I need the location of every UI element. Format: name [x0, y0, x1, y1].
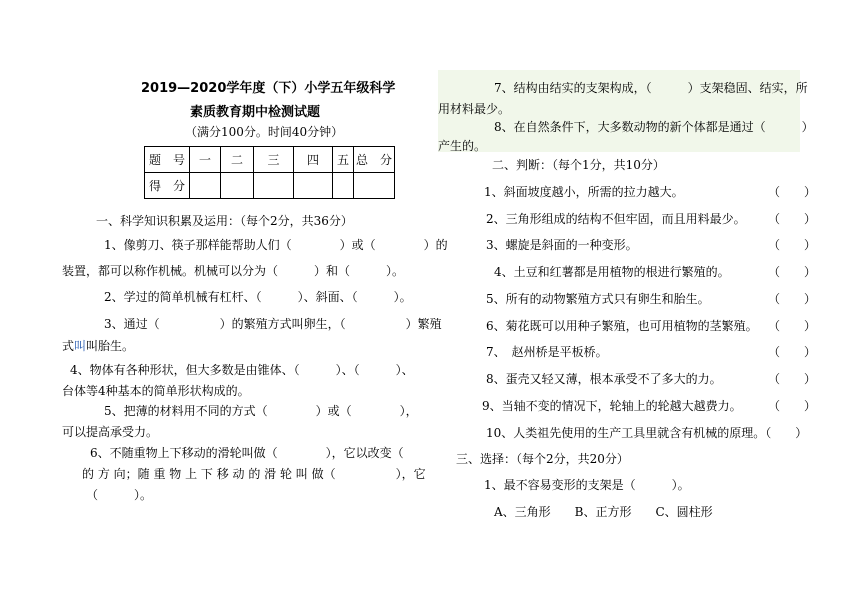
question-3b-part1: 式 — [62, 339, 75, 353]
judge-item: 5、所有的动物繁殖方式只有卵生和胎生。 — [486, 292, 710, 306]
question-6c: （ ）。 — [86, 488, 153, 502]
score-cell: 总 分 — [354, 147, 395, 173]
judge-item: 8、蛋壳又轻又薄，根本承受不了多大的力。 — [486, 372, 722, 386]
question-1b: 装置，都可以称作机械。机械可以分为（ ）和（ ）。 — [62, 264, 405, 278]
answer-parens: （ ） — [768, 265, 817, 279]
score-cell: 五 — [333, 147, 354, 173]
score-cell: 三 — [254, 147, 294, 173]
answer-parens: （ ） — [768, 372, 817, 386]
question-3b-part3: 叫胎生。 — [86, 339, 135, 353]
judge-item: 2、三角形组成的结构不但牢固，而且用料最少。 — [486, 212, 746, 226]
answer-parens: （ ） — [768, 212, 817, 226]
score-table-header-row — [145, 147, 395, 173]
question-1a: 1、像剪刀、筷子那样能帮助人们（ ）或（ ）的 — [104, 238, 448, 252]
question-8a: 8、在自然条件下，大多数动物的新个体都是通过（ ） — [494, 120, 814, 134]
score-cell: 一 — [190, 147, 221, 173]
question-5b: 可以提高承受力。 — [62, 425, 159, 439]
score-cell — [294, 173, 333, 199]
choice-options: A、三角形 B、正方形 C、圆柱形 — [494, 505, 713, 519]
section1-heading: 一、科学知识积累及运用：（每个2分，共36分） — [96, 214, 353, 228]
score-cell — [221, 173, 254, 199]
question-4a: 4、物体有各种形状，但大多数是由锥体、（ ）、（ ）、 — [70, 363, 414, 377]
section2-heading: 二、判断：（每个1分，共10分） — [492, 158, 665, 172]
question-3b-blue: 叫 — [74, 339, 87, 353]
exam-title-line1: 2019—2020学年度（下）小学五年级科学 — [141, 81, 396, 96]
judge-item: 1、斜面坡度越小，所需的拉力越大。 — [484, 185, 684, 199]
question-4b: 台体等4种基本的简单形状构成的。 — [62, 384, 250, 398]
judge-item: 4、土豆和红薯都是用植物的根进行繁殖的。 — [494, 265, 730, 279]
exam-subtitle: （满分100分。时间40分钟） — [185, 125, 344, 139]
question-7a: 7、结构由结实的支架构成，（ ）支架稳固、结实，所 — [494, 81, 808, 95]
question-3b — [62, 338, 134, 354]
score-cell — [333, 173, 354, 199]
answer-parens: （ ） — [768, 292, 817, 306]
question-8b: 产生的。 — [438, 139, 487, 153]
score-table — [144, 146, 395, 199]
section3-heading: 三、选择：（每个2分，共20分） — [456, 452, 629, 466]
score-cell: 二 — [221, 147, 254, 173]
score-cell — [190, 173, 221, 199]
question-6a: 6、不随重物上下移动的滑轮叫做（ ），它以改变（ — [90, 446, 404, 460]
judge-item: 7、 赵州桥是平板桥。 — [486, 345, 608, 359]
score-cell: 题 号 — [145, 147, 190, 173]
score-cell: 四 — [294, 147, 333, 173]
judge-item: 9、当轴不变的情况下，轮轴上的轮越大越费力。 — [482, 399, 742, 413]
judge-item-10: 10、人类祖先使用的生产工具里就含有机械的原理。（ ） — [486, 426, 808, 440]
question-2: 2、学过的简单机械有杠杆、（ ）、斜面、（ ）。 — [104, 290, 412, 304]
question-7b: 用材料最少。 — [438, 102, 511, 116]
score-table-score-row — [145, 173, 395, 199]
score-cell — [254, 173, 294, 199]
score-cell — [354, 173, 395, 199]
choice-question-1: 1、最不容易变形的支架是（ ）。 — [484, 478, 690, 492]
answer-parens: （ ） — [768, 319, 817, 333]
judge-item: 3、螺旋是斜面的一种变形。 — [486, 238, 638, 252]
exam-title-line2: 素质教育期中检测试题 — [190, 105, 321, 120]
question-5a: 5、把薄的材料用不同的方式（ ）或（ ）， — [104, 404, 418, 418]
answer-parens: （ ） — [768, 345, 817, 359]
answer-parens: （ ） — [768, 185, 817, 199]
score-cell: 得 分 — [145, 173, 190, 199]
answer-parens: （ ） — [768, 399, 817, 413]
question-3a: 3、通过（ ）的繁殖方式叫卵生，（ ）繁殖 — [104, 317, 442, 331]
question-6b: 的 方 向；随 重 物 上 下 移 动 的 滑 轮 叫 做（ ），它 — [82, 467, 426, 481]
answer-parens: （ ） — [768, 238, 817, 252]
judge-item: 6、菊花既可以用种子繁殖，也可用植物的茎繁殖。 — [486, 319, 758, 333]
